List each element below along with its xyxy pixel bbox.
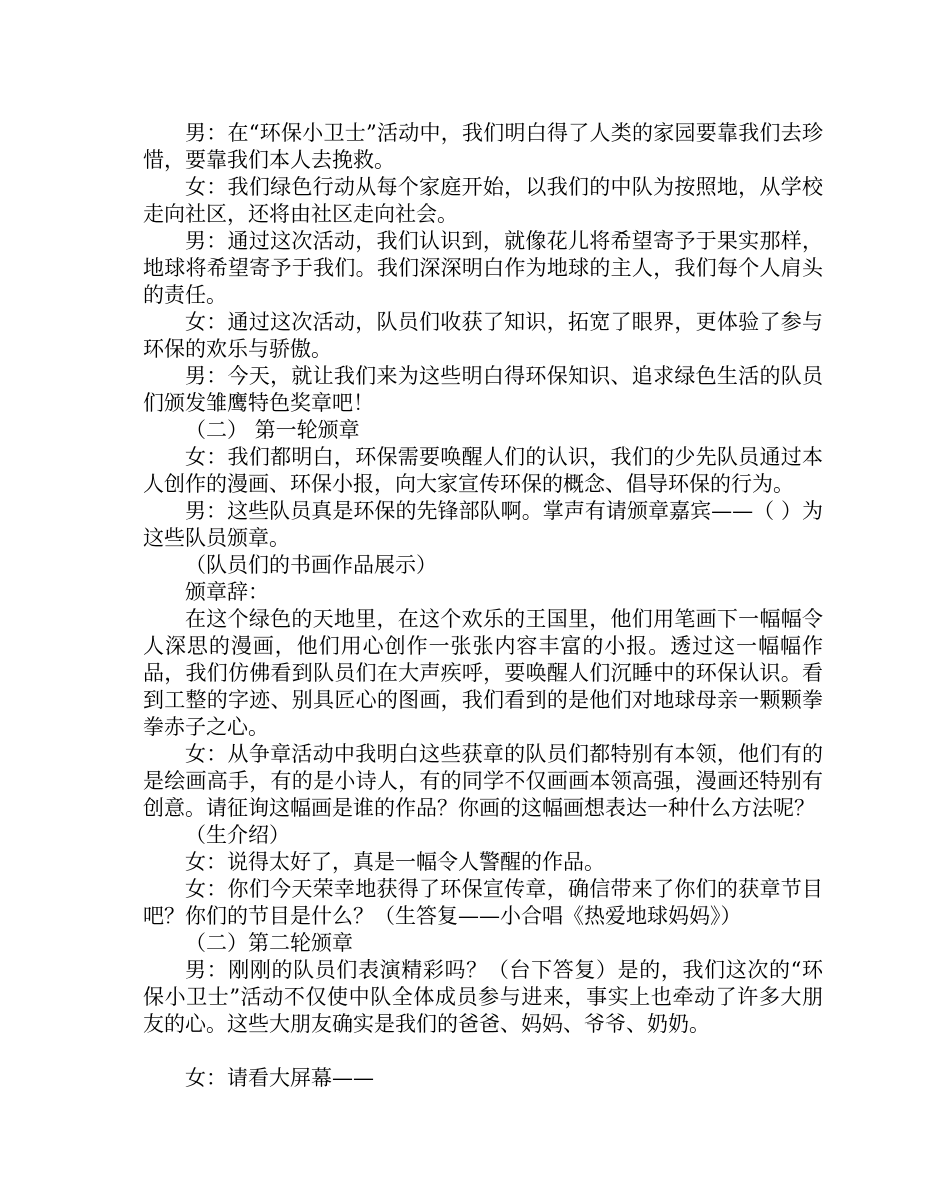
paragraph: 女：从争章活动中我明白这些获章的队员们都特别有本领，他们有的是绘画高手，有的是小诗人，有的同学不仅画画本领高强，漫画还特别有创意。请征询这幅画是谁的作品？你画的这幅画想表达一种什么方法呢？ bbox=[143, 742, 823, 820]
section-heading: （二）第二轮颁章 bbox=[185, 931, 353, 955]
paragraph: 男：这些队员真是环保的先锋部队啊。掌声有请颁章嘉宾——（ ）为这些队员颁章。 bbox=[143, 499, 823, 550]
paragraph: 女：说得太好了，真是一幅令人警醒的作品。 bbox=[185, 850, 605, 874]
document-page bbox=[143, 120, 823, 1092]
section-heading: （二） 第一轮颁章 bbox=[185, 418, 360, 442]
paragraph: 女：通过这次活动，队员们收获了知识，拓宽了眼界，更体验了参与环保的欢乐与骄傲。 bbox=[143, 310, 823, 361]
paragraph: 男：在“环保小卫士”活动中，我们明白得了人类的家园要靠我们去珍惜，要靠我们本人去挽救。 bbox=[143, 121, 823, 172]
paragraph: 男：今天，就让我们来为这些明白得环保知识、追求绿色生活的队员们颁发雏鹰特色奖章吧！ bbox=[143, 364, 823, 415]
paragraph: 男：刚刚的队员们表演精彩吗？（台下答复）是的，我们这次的“环保小卫士”活动不仅使中队全体成员参与进来，事实上也牵动了许多大朋友的心。这些大朋友确实是我们的爸爸、妈妈、爷爷、奶奶。 bbox=[143, 958, 823, 1036]
paragraph: 男：通过这次活动，我们认识到，就像花儿将希望寄予于果实那样，地球将希望寄予于我们。我们深深明白作为地球的主人，我们每个人肩头的责任。 bbox=[143, 229, 823, 307]
paragraph: 颁章辞： bbox=[185, 580, 269, 604]
paragraph: 女：请看大屏幕—— bbox=[185, 1066, 374, 1090]
stage-direction: （生介绍） bbox=[185, 823, 290, 847]
paragraph: 女：你们今天荣幸地获得了环保宣传章，确信带来了你们的获章节目吧？你们的节目是什么？（生答复——小合唱《热爱地球妈妈》） bbox=[143, 877, 823, 928]
paragraph: 在这个绿色的天地里，在这个欢乐的王国里，他们用笔画下一幅幅令人深思的漫画，他们用心创作一张张内容丰富的小报。透过这一幅幅作品，我们仿佛看到队员们在大声疾呼，要唤醒人们沉睡中的环保认识。看到工整的字迹、别具匠心的图画，我们看到的是他们对地球母亲一颗颗拳拳赤子之心。 bbox=[143, 607, 823, 739]
stage-direction: （队员们的书画作品展示） bbox=[185, 553, 437, 577]
paragraph: 女：我们绿色行动从每个家庭开始，以我们的中队为按照地，从学校走向社区，还将由社区走向社会。 bbox=[143, 175, 823, 226]
paragraph: 女：我们都明白，环保需要唤醒人们的认识，我们的少先队员通过本人创作的漫画、环保小报，向大家宣传环保的概念、倡导环保的行为。 bbox=[143, 445, 823, 496]
